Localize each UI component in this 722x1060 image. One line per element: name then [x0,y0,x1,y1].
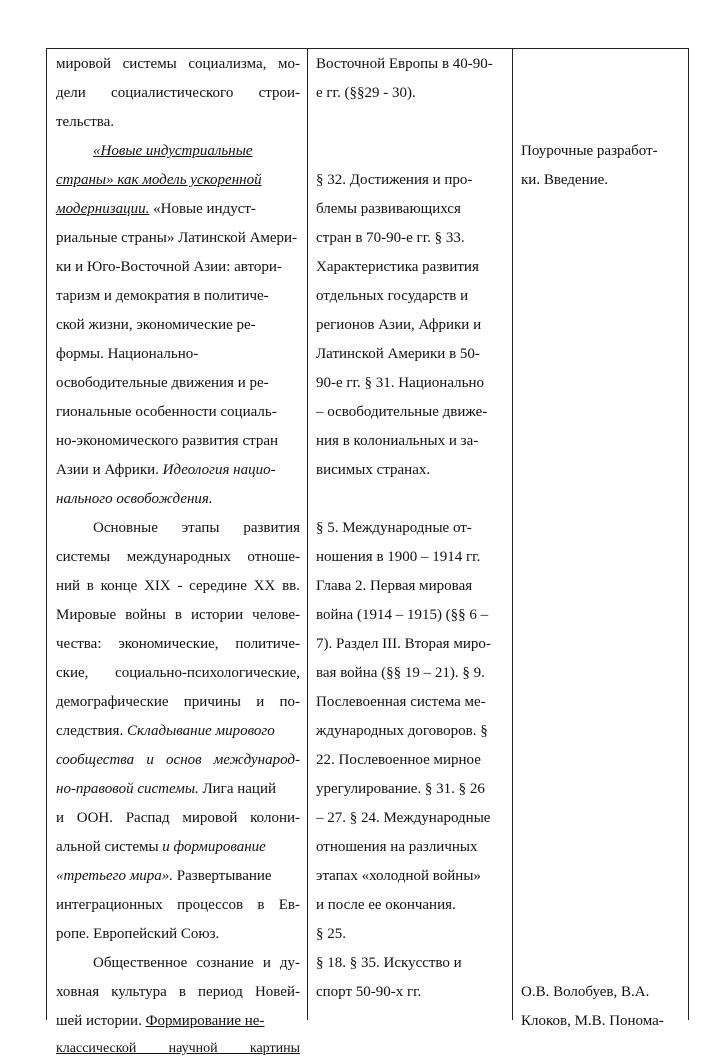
col1-text-line: системы международных отноше- [56,549,300,565]
col2-text-line: Характеристика развития [316,259,479,275]
col2-text-line: Восточной Европы в 40-90- [316,56,493,72]
col2-text-line: блемы развивающихся [316,201,461,217]
col1-italic-fragment: «третьего мира». [56,868,174,884]
col3-text-line: Клоков, М.В. Понома- [521,1013,664,1029]
col1-underlined-line: классической научной картины [56,1041,300,1056]
col1-text-line: ские, социально-психологические, [56,665,300,681]
col2-text-line: отдельных государств и [316,288,469,304]
col1-italic-fragment: и формирование [162,839,266,855]
col1-text-line [56,1012,264,1031]
col1-text-line: освободительные движения и ре- [56,375,269,391]
col1-text-fragment: Лига наций [198,781,277,797]
col2-text-line: Латинской Америки в 50- [316,346,480,362]
col1-text-line: гиональные особенности социаль- [56,404,277,420]
col1-text-line: таризм и демократия в политиче- [56,288,269,304]
col1-text-line [56,780,276,799]
table-right-border [688,48,689,1020]
col1-text-fragment: альной системы [56,839,163,855]
col1-text-fragment: «Новые индуст- [149,201,256,217]
col1-underlined-fragment: Формирование не- [145,1013,265,1029]
col1-heading-line: «Новые индустриальные [93,143,253,159]
col1-text-line: тельства. [56,114,115,130]
col2-text-line: 22. Послевоенное мирное [316,752,481,768]
col3-text-line: Поурочные разработ- [521,143,658,159]
col1-text-line [56,867,272,886]
col2-text-line: § 25. [316,926,346,942]
col2-text-line: ношения в 1900 – 1914 гг. [316,549,481,565]
col2-text-line: урегулирование. § 31. § 26 [316,781,485,797]
col2-text-line: ния в колониальных и за- [316,433,479,449]
col1-italic-fragment: но-правовой системы. [56,781,199,797]
col1-text-line: Общественное сознание и ду- [93,955,300,971]
col1-text-line: ний в конце XIX - середине XX вв. [56,578,300,594]
column-divider-2 [512,48,513,1020]
col1-italic-line: нального освобождения. [56,491,213,507]
col1-text-line [56,722,275,741]
table-top-border [46,48,688,49]
col2-text-line: 7). Раздел III. Вторая миро- [316,636,491,652]
col1-text-line: ропе. Европейский Союз. [56,926,220,942]
col1-text-line [56,838,266,857]
col1-text-line: но-экономического развития стран [56,433,279,449]
col2-text-line: отношения на различных [316,839,478,855]
col2-text-line: этапах «холодной войны» [316,868,481,884]
col1-italic-line: сообщества и основ международ- [56,752,300,768]
col1-text-fragment: следствия. [56,723,127,739]
col1-text-line [56,200,256,219]
col1-text-line: ки и Юго-Восточной Азии: автори- [56,259,282,275]
col1-text-fragment: Азии и Африки. [56,462,163,478]
table-left-border [46,48,47,1020]
col1-text-fragment: Развертывание [173,868,272,884]
col1-text-line: мировой системы социализма, мо- [56,56,300,72]
col2-text-line: ждународных договоров. § [316,723,488,739]
col1-italic-fragment: Идеология нацио- [162,462,276,478]
col2-text-line: и после ее окончания. [316,897,456,913]
col1-heading-fragment: модернизации. [56,201,150,217]
col3-text-line: ки. Введение. [521,172,609,188]
col2-text-line: е гг. (§§29 - 30). [316,85,416,101]
col2-text-line: § 32. Достижения и про- [316,172,473,188]
col1-text-line: демографические причины и по- [56,694,300,710]
col1-text-line: интеграционных процессов в Ев- [56,897,300,913]
col2-text-line: вая война (§§ 19 – 21). § 9. [316,665,485,681]
col2-text-line: регионов Азии, Африки и [316,317,482,333]
col3-text-line: О.В. Волобуев, В.А. [521,984,650,1000]
col1-text-line: чества: экономические, политиче- [56,636,300,652]
col2-text-line: – освободительные движе- [316,404,488,420]
col2-text-line: – 27. § 24. Международные [316,810,491,826]
col2-text-line: висимых странах. [316,462,431,478]
col1-text-line: дели социалистического строи- [56,85,300,101]
col2-text-line: война (1914 – 1915) (§§ 6 – [316,607,489,623]
col1-text-line: Основные этапы развития [93,520,300,536]
col2-text-line: Глава 2. Первая мировая [316,578,473,594]
col1-text-fragment: шей истории. [56,1013,146,1029]
col2-text-line: стран в 70-90-е гг. § 33. [316,230,465,246]
col1-heading-line: страны» как модель ускоренной [56,172,262,188]
col1-text-line: ховная культура в период Новей- [56,984,300,1000]
col2-text-line: § 5. Международные от- [316,520,472,536]
col1-text-line: Мировые войны в истории челове- [56,607,300,623]
col1-text-line: и ООН. Распад мировой колони- [56,810,300,826]
col1-text-line [56,461,276,480]
col2-text-line: Послевоенная система ме- [316,694,486,710]
col2-text-line: спорт 50-90-х гг. [316,984,422,1000]
col2-text-line: 90-е гг. § 31. Национально [316,375,484,391]
col1-text-line: формы. Национально- [56,346,199,362]
column-divider-1 [307,48,308,1020]
col1-text-line: ской жизни, экономические ре- [56,317,256,333]
col2-text-line: § 18. § 35. Искусство и [316,955,462,971]
col1-text-line: риальные страны» Латинской Амери- [56,230,298,246]
col1-italic-fragment: Складывание мирового [126,723,275,739]
